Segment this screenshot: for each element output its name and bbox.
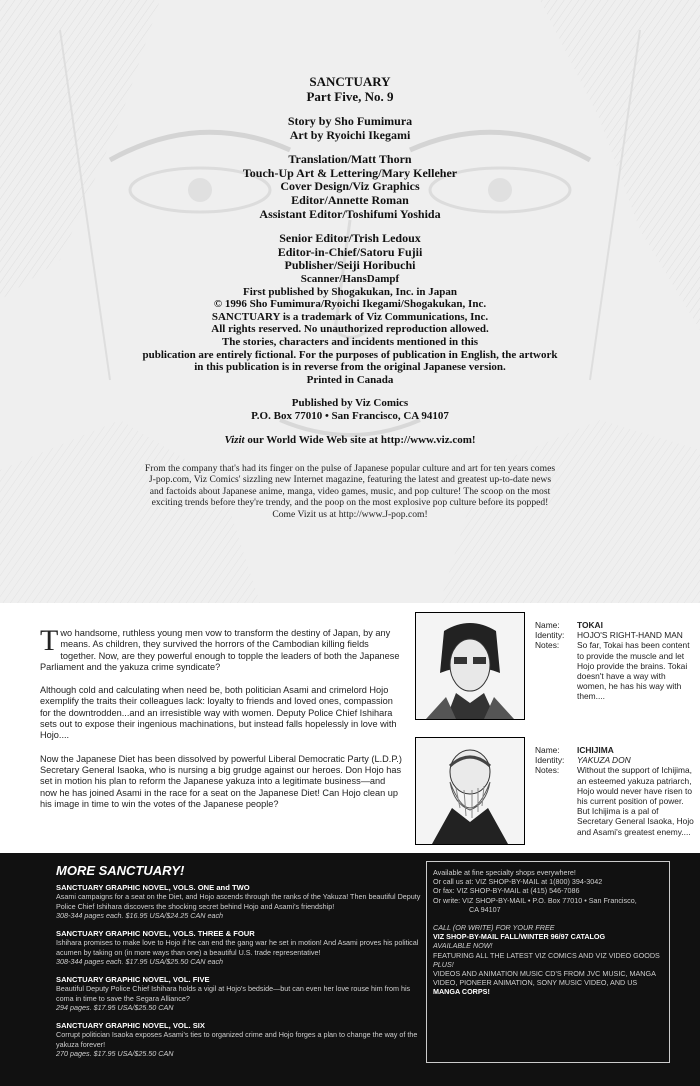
- legal-line: in this publication is in reverse from the original Japanese version.: [194, 361, 506, 374]
- identity-label: Identity:: [535, 630, 565, 641]
- scanner-credit: Scanner/HansDampf: [300, 272, 400, 285]
- catalog-available: AVAILABLE NOW!: [433, 941, 493, 951]
- publisher-credit: Publisher/Seiji Horibuchi: [284, 258, 416, 273]
- promo-line: exciting trends before they're trendy, and the poop on the most explosive pop culture before its popped!: [151, 497, 549, 509]
- promo-line: Come Vizit us at http://www.J-pop.com!: [272, 508, 428, 520]
- catalog-videos: VIDEOS AND ANIMATION MUSIC CD'S FROM JVC MUSIC, MANGA: [433, 969, 656, 979]
- order-address-cont: CA 94107: [469, 904, 501, 914]
- catalog-videos: MANGA CORPS!: [433, 987, 490, 997]
- legal-line: © 1996 Sho Fumimura/Ryoichi Ikegami/Shogakukan, Inc.: [213, 298, 487, 311]
- legal-line: First published by Shogakukan, Inc. in Japan: [243, 285, 457, 298]
- touchup-credit: Touch-Up Art & Lettering/Mary Kelleher: [242, 165, 458, 180]
- name-label: Name:: [535, 745, 560, 755]
- book-entry: [56, 883, 421, 921]
- story-credit: Story by Sho Fumimura: [287, 114, 413, 128]
- book-entry: [56, 929, 421, 967]
- synopsis-paragraph: Although cold and calculating when need be, both politician Asami and crimelord Hojo exemplify the traits their colleagues lack: loyalty to friends and loved ones, compassion for the downtrodden...and an irresistible way with women. Deputy Police Chief Ishihara sets out to expose their ingenious machinations, but instead falls hopelessly in love with Hojo....: [40, 685, 397, 741]
- promo-line: J-pop.com, Viz Comics' sizzling new Internet magazine, featuring the latest and greatest up-to-date news: [148, 474, 552, 486]
- credits-block: [60, 74, 640, 422]
- editor-credit: Editor/Annette Roman: [291, 192, 409, 207]
- ichijima-portrait: [415, 737, 525, 845]
- publisher-address: P.O. Box 77010 • San Francisco, CA 94107: [251, 409, 449, 422]
- book-title: SANCTUARY GRAPHIC NOVEL, VOL. SIX: [56, 1021, 205, 1030]
- more-sanctuary-ad: [0, 853, 700, 1086]
- cover-credit: Cover Design/Viz Graphics: [280, 179, 420, 194]
- senior-editor-credit: Senior Editor/Trish Ledoux: [279, 231, 421, 246]
- book-price: 294 pages. $17.95 USA/$25.50 CAN: [56, 1003, 174, 1013]
- ichijima-portrait-art: [416, 738, 524, 844]
- order-address: Or write: VIZ SHOP-BY-MAIL • P.O. Box 77010 • San Francisco,: [433, 895, 637, 905]
- book-title: SANCTUARY GRAPHIC NOVEL, VOL. FIVE: [56, 975, 210, 984]
- character-notes: So far, Tokai has been content to provide the muscle and let Hojo provide the brains. Tokai doesn't have a way with women, he has his way with them....: [577, 640, 690, 702]
- assistant-editor-credit: Assistant Editor/Toshifumi Yoshida: [259, 206, 441, 221]
- catalog-call: CALL (OR WRITE) FOR YOUR FREE: [433, 923, 555, 933]
- promo-line: From the company that's had its finger on the pulse of Japanese popular culture and art for ten years comes: [144, 463, 556, 474]
- translation-credit: Translation/Matt Thorn: [288, 152, 412, 167]
- jpop-promo: [70, 463, 630, 520]
- book-price: 270 pages. $17.95 USA/$25.50 CAN: [56, 1049, 174, 1059]
- legal-line: All rights reserved. No unauthorized reproduction allowed.: [211, 323, 489, 336]
- website-line: [60, 434, 640, 446]
- order-line: Available at fine specialty shops everywhere!: [433, 868, 576, 877]
- issue-number: Part Five, No. 9: [306, 89, 394, 104]
- legal-line: The stories, characters and incidents mentioned in this: [221, 335, 479, 348]
- story-synopsis: [40, 624, 402, 822]
- character-identity: YAKUZA DON: [577, 755, 631, 766]
- legal-line: Printed in Canada: [306, 373, 394, 386]
- vizit-word: Vizit: [224, 434, 245, 446]
- name-label: Name:: [535, 620, 560, 630]
- character-name: ICHIJIMA: [577, 745, 614, 755]
- editor-in-chief-credit: Editor-in-Chief/Satoru Fujii: [277, 244, 423, 259]
- book-entry: [56, 1021, 421, 1059]
- order-phone: Or call us at: VIZ SHOP-BY-MAIL at 1(800) 394-3042: [433, 877, 603, 887]
- legal-line: SANCTUARY is a trademark of Viz Communications, Inc.: [211, 310, 489, 323]
- book-price: 308-344 pages each. $17.95 USA/$25.50 CAN each: [56, 957, 224, 967]
- tokai-portrait-art: [416, 613, 524, 719]
- promo-line: and factoids about Japanese anime, manga, video games, music, and pop culture! The scoop on the most: [149, 485, 551, 497]
- legal-line: publication are entirely fictional. For the purposes of publication in English, the artwork: [142, 348, 558, 361]
- catalog-plus: PLUS!: [433, 959, 454, 969]
- book-description: Ishihara promises to make love to Hojo if he can end the gang war he set in motion! And Asami proves his political acumen by taking on (in more ways than one) a beautiful U.S. trade representative!: [56, 938, 419, 957]
- synopsis-paragraph: Now the Japanese Diet has been dissolved by powerful Liberal Democratic Party (L.D.P.) Secretary General Isaoka, who is nursing a big grudge against our heroes. Don Hojo has set in motion his plan to reform the Japanese yakuza into a legitimate business—and now he has joined Asami in the race for a seat on the Japanese Diet! Can Hojo clean up his image in time to win the votes of the Japanese people?: [40, 753, 402, 809]
- notes-label: Notes:: [535, 640, 560, 651]
- order-info-box: [426, 861, 670, 1063]
- book-title: SANCTUARY GRAPHIC NOVEL, VOLS. THREE & FOUR: [56, 929, 255, 938]
- book-description: Asami campaigns for a seat on the Diet, and Hojo ascends through the ranks of the Yakuza! Then beautiful Deputy Police Chief Ishihara discovers the shocking secret behind Hojo and Asami's friendship!: [56, 892, 421, 911]
- art-credit: Art by Ryoichi Ikegami: [289, 127, 411, 142]
- book-description: Beautiful Deputy Police Chief Ishihara holds a vigil at Hojo's bedside—but can even her love rouse him from his coma in time to save the Segara Alliance?: [56, 984, 411, 1003]
- more-sanctuary-title: MORE SANCTUARY!: [56, 863, 185, 878]
- identity-label: Identity:: [535, 755, 565, 766]
- character-notes: Without the support of Ichijima, an esteemed yakuza patriarch, Hojo would never have risen to his current position of power. But Ichijima is a pal of Secretary General Isaoka, Hojo and Asami's greatest enemy....: [577, 765, 694, 837]
- notes-label: Notes:: [535, 765, 560, 776]
- synopsis-paragraph: Two handsome, ruthless young men vow to transform the destiny of Japan, by any means. As children, they survived the horrors of the Cambodian killing fields together. Now, are they powerful enough to topple the leaders of both the Japanese Parliament and the yakuza crime syndicate?: [40, 624, 400, 672]
- book-description: Corrupt politician Isaoka exposes Asami's ties to organized crime and Hojo forges a plan to change the way of the yakuza forever!: [56, 1030, 418, 1049]
- character-name: TOKAI: [577, 620, 603, 630]
- ichijima-info: [535, 745, 695, 837]
- order-fax: Or fax: VIZ SHOP-BY-MAIL at (415) 546-7086: [433, 886, 580, 896]
- book-price: 308-344 pages each. $16.95 USA/$24.25 CAN each: [56, 911, 224, 921]
- drop-cap: T: [40, 624, 59, 657]
- book-title: SANCTUARY GRAPHIC NOVEL, VOLS. ONE and TWO: [56, 883, 250, 892]
- catalog-title: VIZ SHOP-BY-MAIL FALL/WINTER 96/97 CATALOG: [433, 932, 606, 942]
- catalog-featuring: FEATURING ALL THE LATEST VIZ COMICS AND VIZ VIDEO GOODS: [433, 950, 660, 960]
- tokai-portrait: [415, 612, 525, 720]
- tokai-info: [535, 620, 695, 702]
- series-title: SANCTUARY: [309, 74, 391, 89]
- book-entry: [56, 975, 421, 1013]
- published-by: Published by Viz Comics: [291, 397, 409, 410]
- website-text: our World Wide Web site at http://www.viz.com!: [244, 434, 476, 446]
- character-identity: HOJO'S RIGHT-HAND MAN: [577, 630, 683, 641]
- catalog-videos: VIDEO, PIONEER ANIMATION, SONY MUSIC VIDEO, AND US: [433, 978, 638, 988]
